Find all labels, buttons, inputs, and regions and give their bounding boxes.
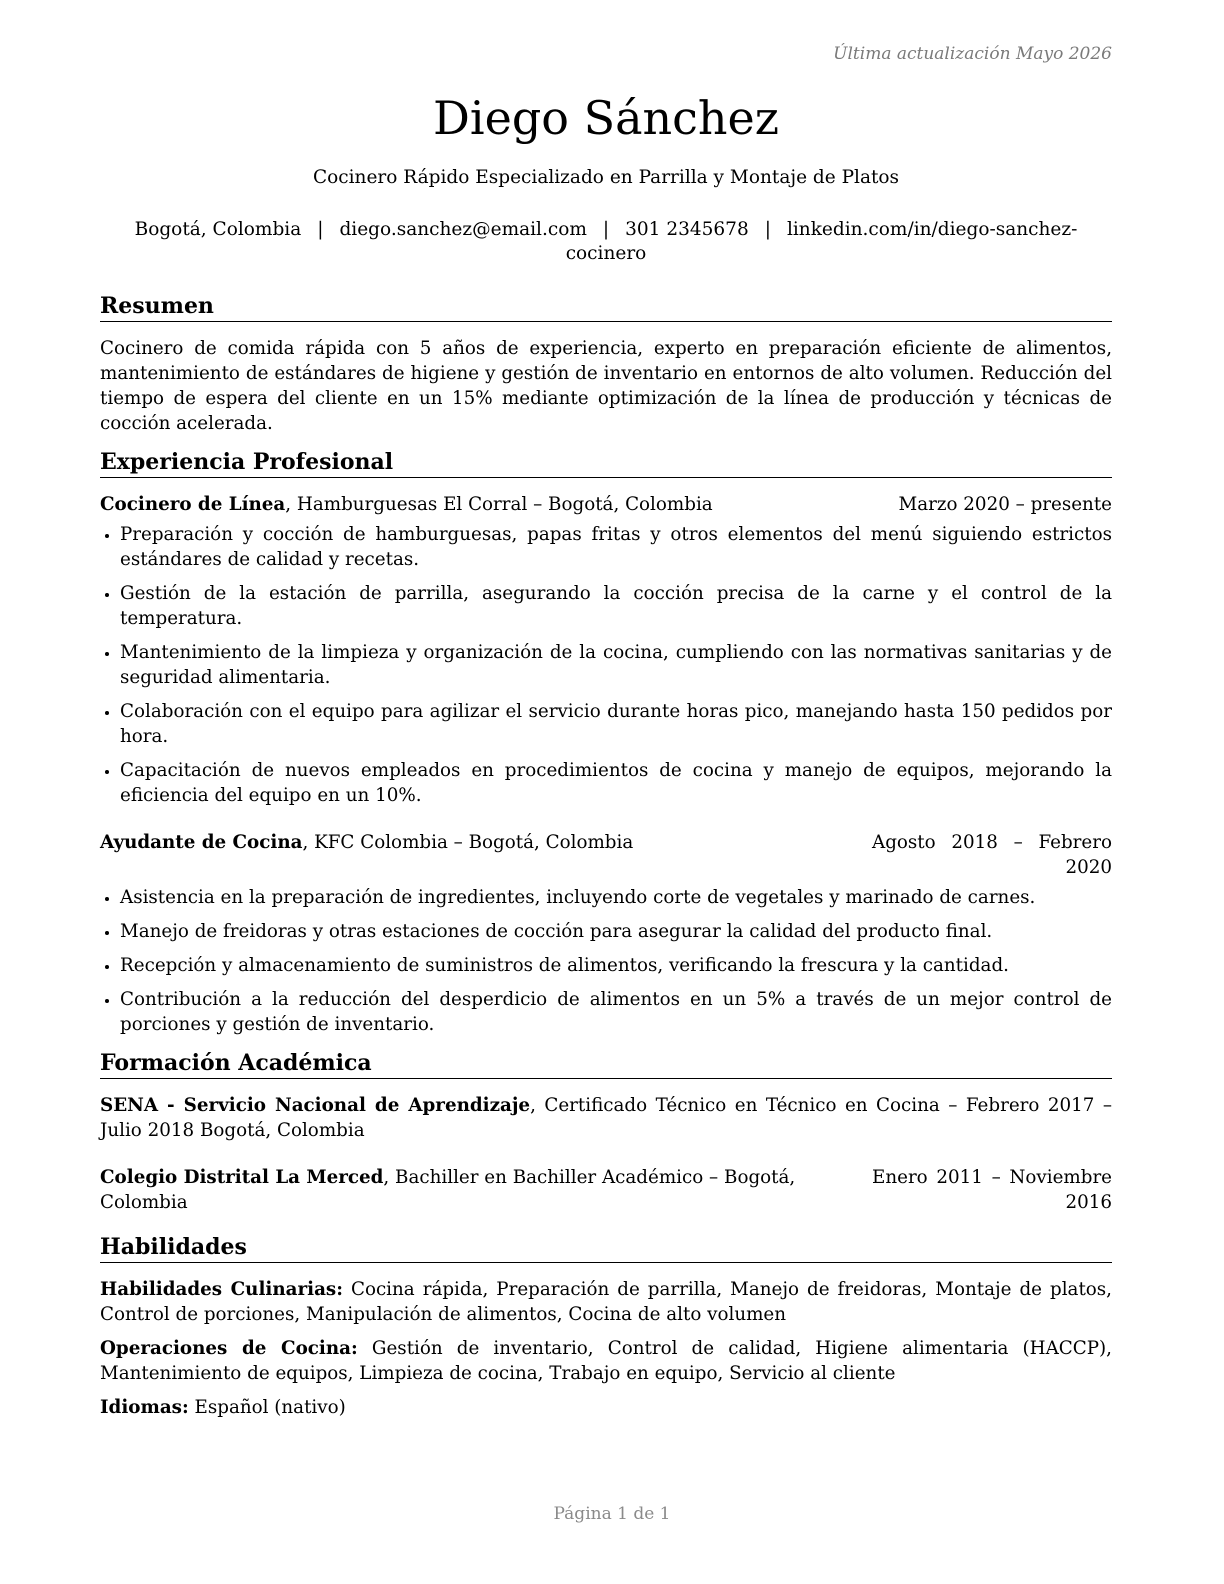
skills-group — [100, 1336, 1112, 1386]
job-entry — [100, 830, 1112, 1037]
list-item: • Recepción y almacenamiento de suministros de alimentos, verificando la frescura y la cantidad. — [120, 953, 1112, 978]
contact-separator: | — [602, 219, 610, 240]
contact-line — [100, 218, 1112, 266]
last-updated: Última actualización Mayo 2026 — [833, 44, 1112, 64]
job-dates: Agosto 2018 – Febrero 2020 — [872, 832, 1112, 878]
education-entry — [100, 1165, 1112, 1215]
contact-linkedin[interactable]: linkedin.com/in/diego-sanchez-cocinero — [565, 219, 1078, 264]
skills-text: Cocina rápida, Preparación de parrilla, Manejo de freidoras, Montaje de platos, Control de porciones, Manipulación de alimentos, Cocina de alto volumen — [100, 1279, 1112, 1325]
job-role: Ayudante de Cocina — [100, 832, 303, 853]
summary-text: Cocinero de comida rápida con 5 años de experiencia, experto en preparación eficiente de alimentos, mantenimiento de estándares de higiene y gestión de inventario en entornos de alto volumen. Reducción del tiempo de espera del cliente en un 15% mediante optimización de la línea de producción y técnicas de cocción acelerada. — [100, 338, 1112, 434]
skills-group — [100, 1395, 1112, 1420]
job-dates: Marzo 2020 – presente — [898, 494, 1112, 515]
job-entry — [100, 492, 1112, 808]
contact-email[interactable]: diego.sanchez@email.com — [339, 219, 587, 240]
section-title-skills: Habilidades — [100, 1233, 1112, 1263]
job-bullets — [100, 885, 1112, 1037]
job-header — [100, 830, 1112, 880]
education-section — [100, 1049, 1112, 1215]
job-company: , Hamburguesas El Corral – Bogotá, Colombia — [285, 494, 713, 515]
list-item: • Colaboración con el equipo para agilizar el servicio durante horas pico, manejando hasta 150 pedidos por hora. — [120, 699, 1112, 749]
list-item: • Gestión de la estación de parrilla, asegurando la cocción precisa de la carne y el control de la temperatura. — [120, 581, 1112, 631]
skills-label: Idiomas: — [100, 1397, 189, 1418]
skills-section — [100, 1233, 1112, 1420]
contact-separator: | — [317, 219, 324, 240]
list-item: • Mantenimiento de la limpieza y organización de la cocina, cumpliendo con las normativas sanitarias y de seguridad alimentaria. — [120, 640, 1112, 690]
list-item: • Asistencia en la preparación de ingredientes, incluyendo corte de vegetales y marinado de carnes. — [120, 885, 1112, 910]
education-entry — [100, 1093, 1112, 1143]
job-role: Cocinero de Línea — [100, 494, 286, 515]
experience-section — [100, 448, 1112, 1037]
skills-text: Español (nativo) — [188, 1397, 346, 1418]
section-title-experience: Experiencia Profesional — [100, 448, 1112, 478]
education-detail: , Bachiller en Bachiller Académico – Bogotá, Colombia — [100, 1167, 796, 1213]
list-item: • Preparación y cocción de hamburguesas, papas fritas y otros elementos del menú siguiendo estrictos estándares de calidad y recetas. — [120, 522, 1112, 572]
job-bullets — [100, 522, 1112, 808]
education-school: SENA - Servicio Nacional de Aprendizaje — [100, 1095, 531, 1116]
job-header — [100, 492, 1112, 517]
education-detail: , Certificado Técnico en Técnico en Cocina – Febrero 2017 – Julio 2018 Bogotá, Colombia — [100, 1095, 1112, 1141]
education-school: Colegio Distrital La Merced — [100, 1167, 384, 1188]
headline: Cocinero Rápido Especializado en Parrilla y Montaje de Platos — [312, 167, 900, 188]
section-title-summary: Resumen — [100, 292, 1112, 322]
skills-label: Habilidades Culinarias: — [100, 1279, 343, 1300]
education-dates: Enero 2011 – Noviembre 2016 — [872, 1167, 1112, 1213]
skills-group — [100, 1277, 1112, 1327]
contact-phone: 301 2345678 — [625, 219, 749, 240]
list-item: • Capacitación de nuevos empleados en procedimientos de cocina y manejo de equipos, mejorando la eficiencia del equipo en un 10%. — [120, 758, 1112, 808]
skills-text: Gestión de inventario, Control de calidad, Higiene alimentaria (HACCP), Mantenimiento de equipos, Limpieza de cocina, Trabajo en equipo, Servicio al cliente — [100, 1338, 1112, 1384]
skills-label: Operaciones de Cocina: — [100, 1338, 358, 1359]
contact-location: Bogotá, Colombia — [134, 219, 302, 240]
job-company: , KFC Colombia – Bogotá, Colombia — [302, 832, 634, 853]
section-title-education: Formación Académica — [100, 1049, 1112, 1079]
contact-separator: | — [764, 219, 771, 240]
summary-section — [100, 292, 1112, 436]
candidate-name: Diego Sánchez — [433, 91, 779, 145]
page-number: Página 1 de 1 — [553, 1504, 671, 1524]
list-item: • Contribución a la reducción del desperdicio de alimentos en un 5% a través de un mejor control de porciones y gestión de inventario. — [120, 987, 1112, 1037]
list-item: • Manejo de freidoras y otras estaciones de cocción para asegurar la calidad del producto final. — [120, 919, 1112, 944]
